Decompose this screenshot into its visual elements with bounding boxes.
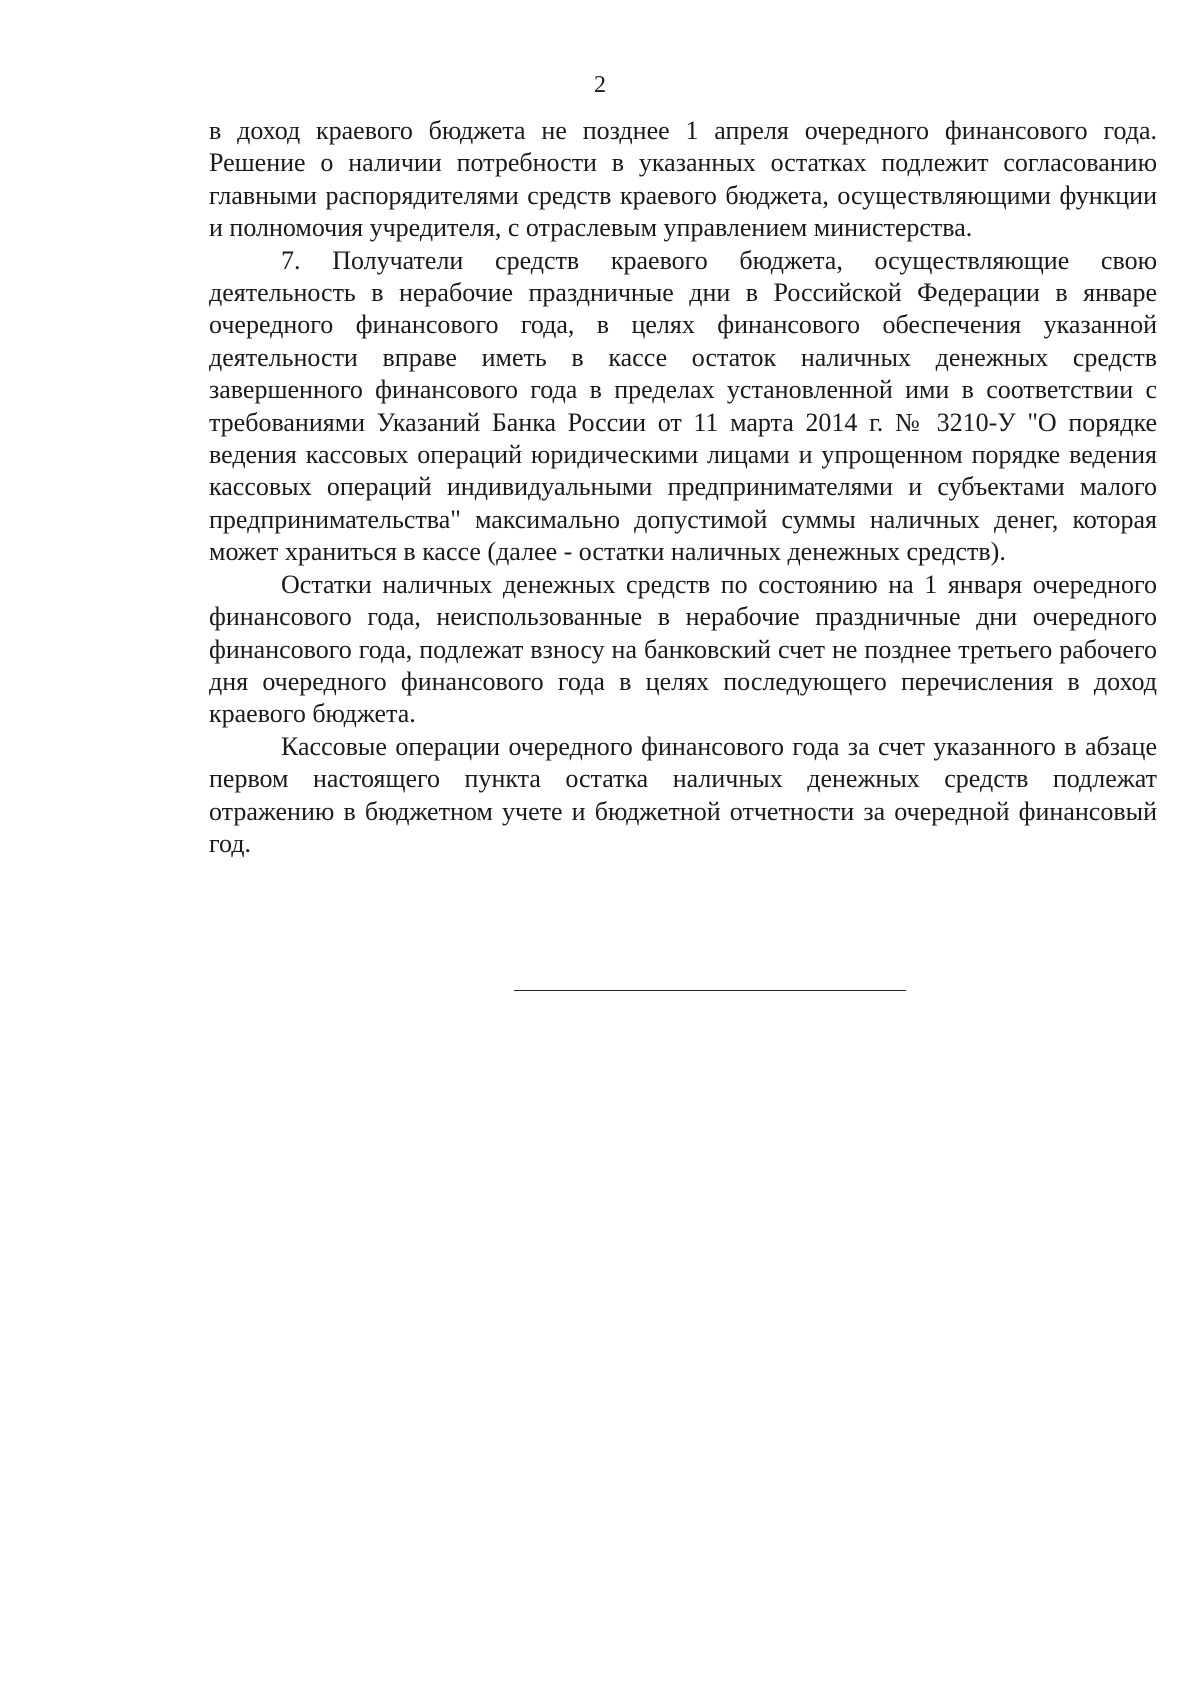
paragraph-item-7: 7. Получатели средств краевого бюджета, осуществляющие свою деятельность в нерабочие праздничные дни в Российской Федерации в январе очередного финансового года, в целях финансового обеспечения указанной деятельности вправе иметь в кассе остаток наличных денежных средств завершенного финансового года в пределах установленной ими в соответствии с требованиями Указаний Банка России от 11 марта 2014 г. № 3210-У "О порядке ведения кассовых операций юридическими лицами и упрощенном порядке ведения кассовых операций индивидуальными предпринимателями и субъектами малого предпринимательства" максимально допустимой суммы наличных денег, которая может храниться в кассе (далее - остатки наличных денежных средств). <box>209 245 1157 567</box>
paragraph-cash-balances: Остатки наличных денежных средств по состоянию на 1 января очередного финансового года, неиспользованные в нерабочие праздничные дни очередного финансового года, подлежат взносу на банковский счет не позднее третьего рабочего дня очередного финансового года в целях последующего перечисления в доход краевого бюджета. <box>209 569 1157 729</box>
end-divider-line <box>514 990 906 991</box>
document-body <box>209 115 1157 860</box>
page-number: 2 <box>594 72 606 98</box>
paragraph-continuation: в доход краевого бюджета не позднее 1 апреля очередного финансового года. Решение о наличии потребности в указанных остатках подлежит согласованию главными распорядителями средств краевого бюджета, осуществляющими функции и полномочия учредителя, с отраслевым управлением министерства. <box>209 116 1157 243</box>
paragraph-cash-operations: Кассовые операции очередного финансового года за счет указанного в абзаце первом настоящего пункта остатка наличных денежных средств подлежат отражению в бюджетном учете и бюджетной отчетности за очередной финансовый год. <box>209 731 1157 858</box>
